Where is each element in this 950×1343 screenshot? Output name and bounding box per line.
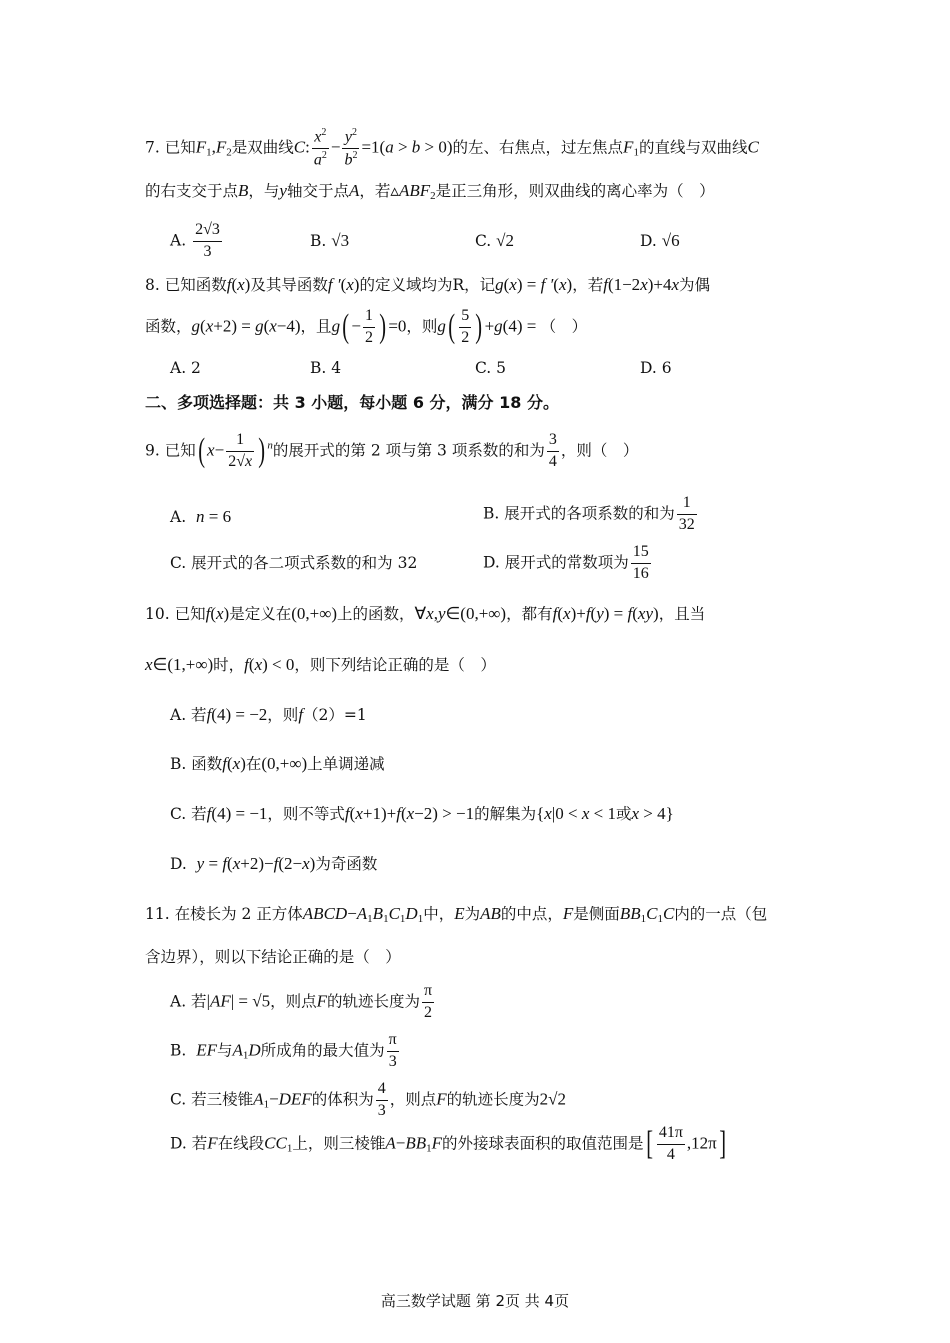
q7-option-a: A. $\frac{2√3}{3}$ (170, 221, 220, 260)
q10-option-d: D. y = f(x+2)−f(2−x)为奇函数 (170, 854, 378, 873)
q9-stem: 9. 已知( x− $\frac{1}{2√x}$ ) $^n$的展开式的第 2 项与第 3 项系数的和为 $\frac{3}{4}$ ，则（ ） (145, 431, 639, 470)
q11-line2: 含边界），则以下结论正确的是（ ） (145, 948, 401, 966)
q10-option-a: A. 若f(4) = −2，则f（2）=1 (170, 705, 367, 724)
q8-line2: 函数，g(x+2) = g(x−4)，且g( − $\frac{1}{2}$ ) =0，则g( $\frac{5}{2}$ ) +g(4) = （ ） (145, 307, 588, 346)
q8-option-a: A. 2 (170, 359, 201, 377)
q9-option-c: C. 展开式的各二项式系数的和为 32 (170, 554, 418, 572)
q11-line1: 11. 在棱长为 2 正方体$ABCD-A_1B_1C_1D_1$中，E为AB的中点，F是侧面$BB_1C_1C$内的一点（包 (145, 904, 768, 925)
q8-option-b: B. 4 (310, 359, 342, 377)
q7-line1: 7. 已知$F_1,F_2$是双曲线C: $\frac{x^2}{a^2}$ − $\frac{y^2}{b^2}$ =1(a > b > 0)的左、右焦点，过左焦点$F_1$的直线与双曲线C (145, 127, 759, 169)
q10-line2: x∈(1,+∞)时，f(x) < 0，则下列结论正确的是（ ） (145, 655, 496, 674)
q11-option-d: D. 若F在线段$CC_1$上，则三棱锥$A-BB_1F$的外接球表面积的取值范围是[ $\frac{41\pi}{4}$ ,12π] (170, 1124, 726, 1163)
section-heading: 二、多项选择题：共 3 小题，每小题 6 分，满分 18 分。 (145, 393, 559, 412)
q10-option-b: B. 函数f(x)在(0,+∞)上单调递减 (170, 754, 385, 773)
q8-line1: 8. 已知函数f(x)及其导函数f ′(x)的定义域均为R，记g(x) = f ′(x)，若f(1−2x)+4x为偶 (145, 275, 711, 294)
q7-option-c: C. √2 (475, 231, 515, 250)
q10-line1: 10. 已知f(x)是定义在(0,+∞)上的函数，∀x,y∈(0,+∞)，都有f(x)+f(y) = f(xy)，且当 (145, 604, 706, 623)
q7-option-b: B. √3 (310, 231, 350, 250)
q7-line2: 的右支交于点B，与y轴交于点A，若$▵ABF_2$是正三角形，则双曲线的离心率为（ ） (145, 181, 715, 202)
q9-option-a: A. n = 6 (170, 507, 232, 526)
q11-option-b: B. EF与$A_1D$所成角的最大值为 $\frac{\pi}{3}$ (170, 1031, 397, 1070)
q10-option-c: C. 若f(4) = −1，则不等式f(x+1)+f(x−2) > −1的解集为{x|0 < x < 1或x > 4} (170, 804, 674, 823)
q8-option-d: D. 6 (640, 359, 672, 377)
q11-option-a: A. 若|AF| = √5，则点F的轨迹长度为 $\frac{\pi}{2}$ (170, 982, 433, 1021)
q9-option-b: B. 展开式的各项系数的和为 $\frac{1}{32}$ (483, 494, 695, 533)
q11-option-c: C. 若三棱锥$A_1-DEF$的体积为 $\frac{4}{3}$ ，则点F的轨迹长度为2√2 (170, 1080, 566, 1119)
q9-option-d: D. 展开式的常数项为 $\frac{15}{16}$ (483, 543, 649, 582)
q7-option-d: D. √6 (640, 231, 680, 250)
page-footer: 高三数学试题 第 2页 共 4页 (380, 1292, 570, 1310)
q8-option-c: C. 5 (475, 359, 507, 377)
